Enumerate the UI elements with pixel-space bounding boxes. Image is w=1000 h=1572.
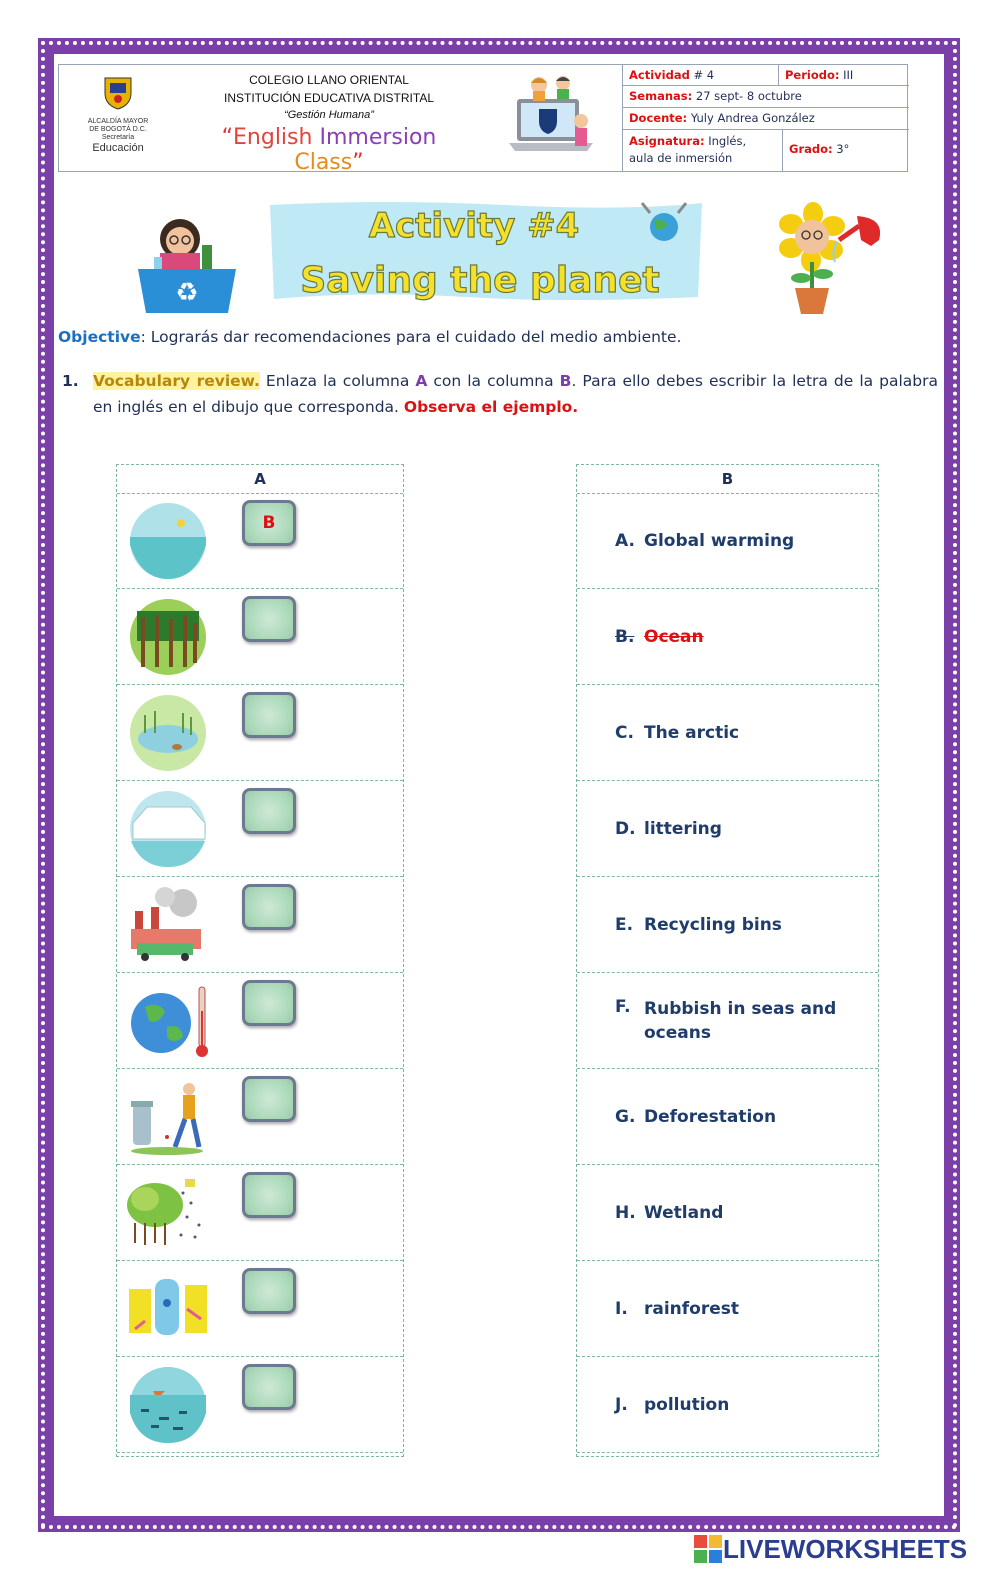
header-table [58,64,908,175]
liveworksheets-icon [693,1534,723,1564]
answer-box[interactable] [242,980,296,1026]
flower-watering-icon [775,200,887,318]
table-row [117,877,403,973]
title-line-2: Saving the planet [300,260,660,301]
answer-box[interactable] [242,1076,296,1122]
answer-box[interactable] [242,788,296,834]
option-a: A. Global warming [615,530,795,551]
table-row [577,1069,878,1165]
table-row [117,685,403,781]
teacher-recycling-icon [132,205,242,315]
option-i: I. rainforest [615,1298,740,1319]
activity-title-banner [266,197,706,305]
objective: Objective: Lograrás dar recomendaciones para el cuidado del medio ambiente. [58,328,682,346]
answer-box[interactable] [242,1364,296,1410]
column-b-table [576,464,879,1457]
answer-box[interactable] [242,692,296,738]
recycling-bins-picture [125,1269,211,1349]
table-row [117,589,403,685]
answer-box[interactable] [242,596,296,642]
table-row [577,493,878,589]
table-row [577,1165,878,1261]
table-row [117,781,403,877]
instructions: 1. Vocabulary review. Enlaza la columna A con la columna B. Para ello debes escribir la letra de la palabra en inglés en el dibujo que corresponda. Observa el ejemplo. [62,372,939,416]
answer-box[interactable] [242,884,296,930]
table-row [117,973,403,1069]
class-title: “English Immersion Class” [221,125,437,175]
option-e: E. Recycling bins [615,914,782,935]
bogota-logo: ALCALDÍA MAYOR DE BOGOTÁ D.C. Secretaría Educación [71,75,165,154]
wetland-picture [125,693,211,773]
deforestation-picture [125,597,211,677]
column-b-header: B [577,465,878,494]
option-c: C. The arctic [615,722,740,743]
arctic-picture [125,789,211,869]
answer-box[interactable] [242,1172,296,1218]
laptop-kids-icon [505,71,601,161]
table-row [117,1357,403,1453]
rainforest-picture [125,1173,211,1253]
table-row [117,493,403,589]
answer-box[interactable] [242,1268,296,1314]
table-row [577,877,878,973]
liveworksheets-logo[interactable]: LIVEWORKSHEETS [693,1533,993,1565]
table-row [577,1261,878,1357]
littering-picture [125,1077,211,1157]
option-b: B. Ocean [615,626,704,647]
activity-info-table: Actividad # 4 Periodo: III Semanas: 27 sept- 8 octubre Docente: Yuly Andrea González Asignatura: Inglés, aula de inmersión Grado: 3° [622,65,909,171]
column-a-table [116,464,404,1457]
rubbish-in-sea-picture [125,1365,211,1445]
coat-of-arms-icon [102,75,134,111]
option-h: H. Wetland [615,1202,724,1223]
ocean-picture [125,501,211,581]
pollution-picture [125,885,211,965]
title-line-1: Activity #4 [368,206,580,246]
table-row [117,1261,403,1357]
global-warming-picture [125,981,211,1061]
table-row [577,589,878,685]
svg-text:♻: ♻ [175,278,199,308]
school-name: COLEGIO LLANO ORIENTAL INSTITUCIÓN EDUCATIVA DISTRITAL “Gestión Humana” “English Immersion Class” [199,71,459,175]
table-row [577,781,878,877]
table-row [577,973,878,1069]
option-j: J. pollution [615,1394,730,1415]
answer-box[interactable]: B [242,500,296,546]
table-row [117,1069,403,1165]
option-d: D. littering [615,818,722,839]
table-row [577,1357,878,1453]
table-row [577,685,878,781]
option-g: G. Deforestation [615,1106,777,1127]
table-row [117,1165,403,1261]
column-a-header: A [117,465,403,494]
option-f: F. Rubbish in seas and oceans [615,997,837,1043]
